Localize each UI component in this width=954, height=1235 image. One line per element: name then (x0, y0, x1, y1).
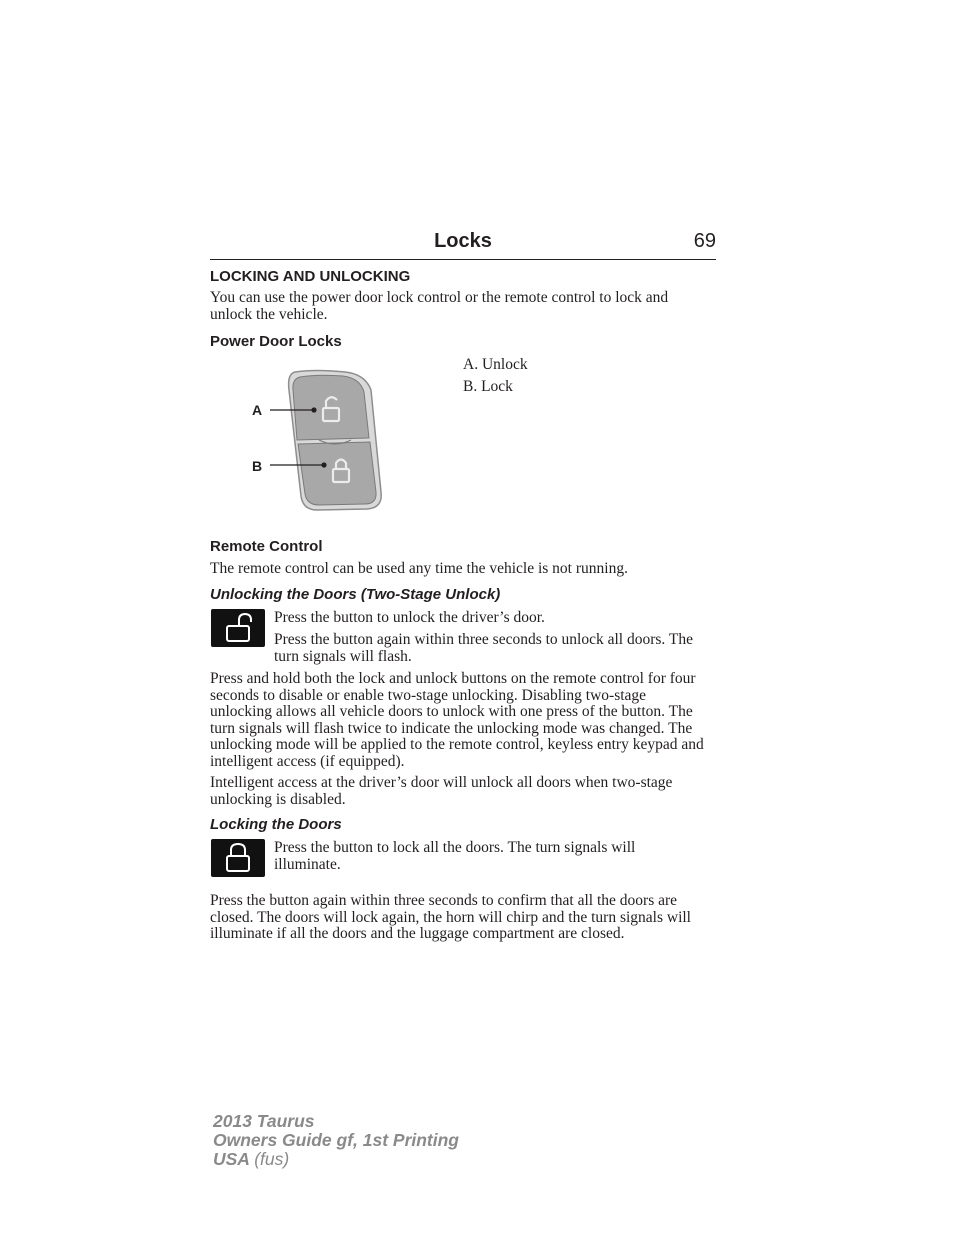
unlock-step-2: Press the button again within three seconds to unlock all doors. The turn signals will flash. (274, 631, 693, 665)
section-title: LOCKING AND UNLOCKING (210, 268, 411, 285)
lock-step-1: Press the button to lock all the doors. The turn signals will illuminate. (274, 839, 636, 873)
legend-item-a: A. Unlock (463, 356, 528, 373)
intro-paragraph: You can use the power door lock control or the remote control to lock and unlock the vehicle. (210, 289, 669, 323)
unlock-icon (211, 609, 265, 647)
callout-b-label: B (252, 458, 263, 474)
page-header (210, 229, 716, 260)
locking-paragraph: Press the button again within three seconds to confirm that all the doors are closed. The doors will lock again, the horn will chirp and the turn signals will illuminate if all the doors and the luggage compartment are closed. (210, 892, 691, 942)
footer-guide: Owners Guide gf, 1st Printing (213, 1130, 459, 1150)
footer-market-code: (fus) (254, 1149, 290, 1169)
door-lock-switch-diagram (245, 366, 390, 514)
remote-control-heading: Remote Control (210, 538, 323, 555)
footer-model: 2013 Taurus (213, 1111, 315, 1131)
chapter-title: Locks (434, 230, 492, 252)
callout-a-label: A (252, 402, 263, 418)
page-number: 69 (693, 230, 716, 252)
two-stage-paragraph: Press and hold both the lock and unlock buttons on the remote control for four seconds to disable or enable two-stage unlocking. Disabling two-stage unlocking allows all vehicle doors to unlock with one press of the button. The turn signals will flash twice to indicate the unlocking mode was changed. The unlocking mode will be applied to the remote control, keyless entry keypad and intelligent access (if equipped). (210, 670, 704, 770)
lock-icon (211, 839, 265, 877)
unlock-step-1: Press the button to unlock the driver’s door. (274, 609, 545, 626)
door-lock-switch-illustration (245, 366, 390, 514)
intelligent-access-paragraph: Intelligent access at the driver’s door will unlock all doors when two-stage unlocking is disabled. (210, 774, 673, 808)
unlocking-heading: Unlocking the Doors (Two-Stage Unlock) (210, 586, 501, 603)
footer-market-country: USA (213, 1149, 250, 1169)
locking-heading: Locking the Doors (210, 816, 342, 833)
legend-item-b: B. Lock (463, 378, 513, 395)
remote-control-text: The remote control can be used any time the vehicle is not running. (210, 560, 628, 577)
footer-market (213, 1150, 289, 1169)
power-door-locks-heading: Power Door Locks (210, 333, 342, 350)
